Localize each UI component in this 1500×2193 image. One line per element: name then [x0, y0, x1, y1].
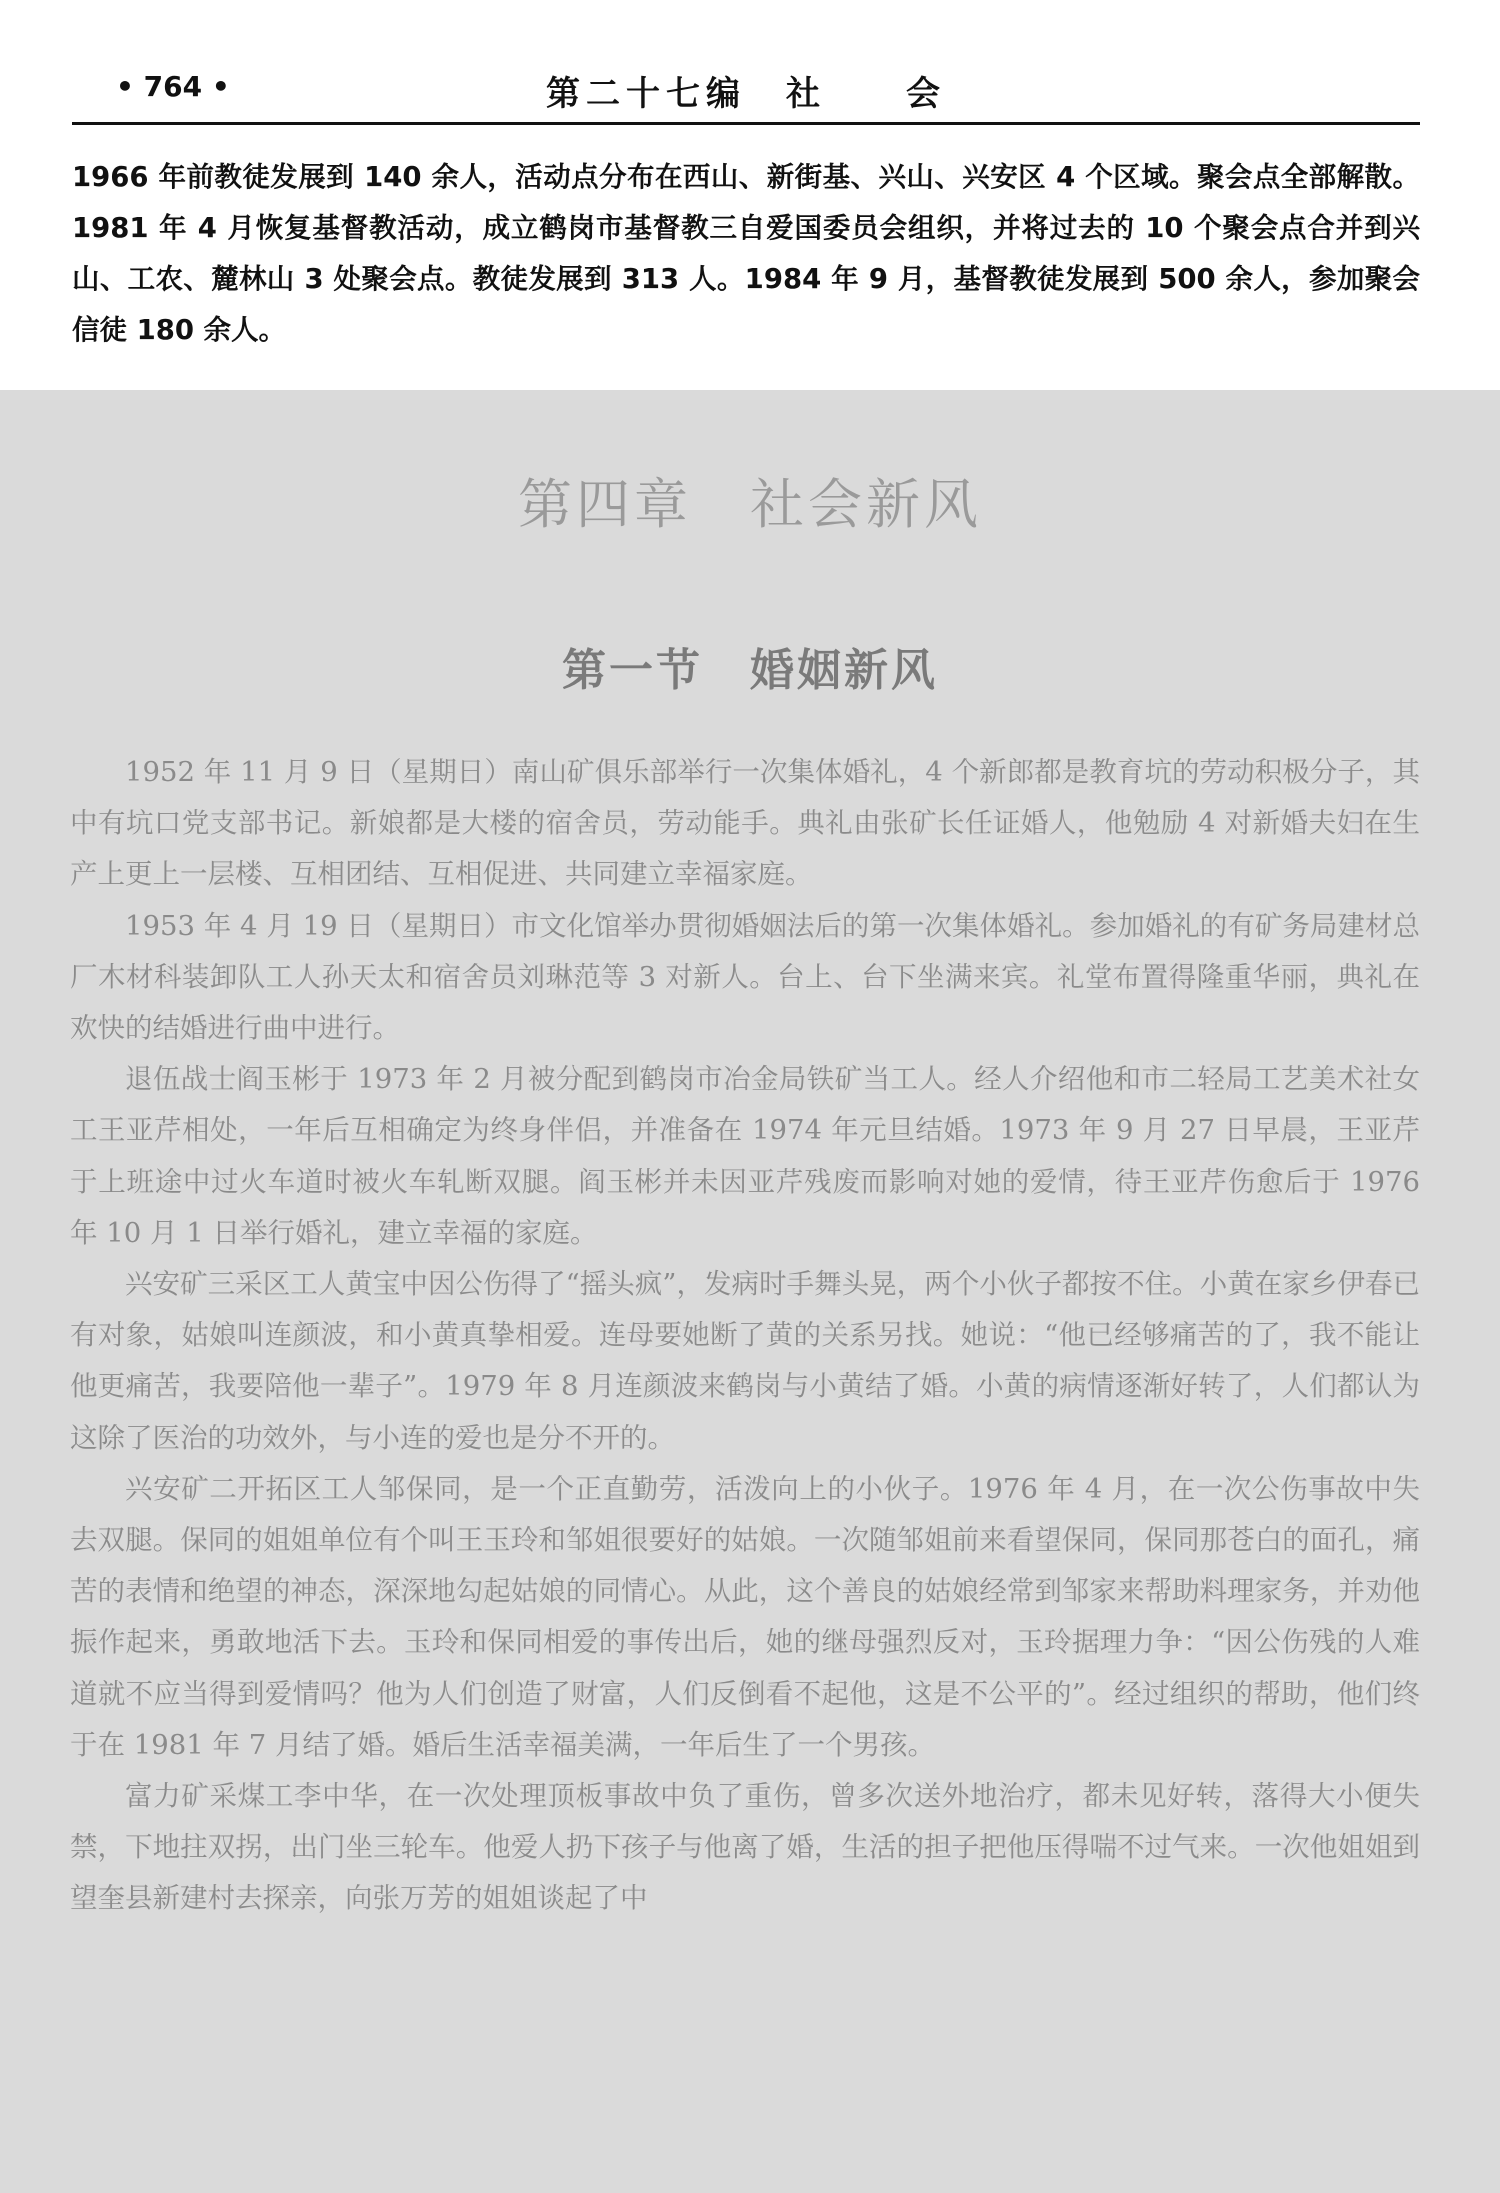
body-text [70, 747, 1420, 1925]
paragraph: 兴安矿三采区工人黄宝中因公伤得了“摇头疯”，发病时手舞头晃，两个小伙子都按不住。小黄在家乡伊春已有对象，姑娘叫连颜波，和小黄真挚相爱。连母要她断了黄的关系另找。她说：“他已经够痛苦的了，我不能让他更痛苦，我要陪他一辈子”。1979 年 8 月连颜波来鹤岗与小黄结了婚。小黄的病情逐渐好转了，人们都认为这除了医治的功效外，与小连的爱也是分不开的。 [70, 1268, 1420, 1454]
page-number: • 764 • [116, 70, 230, 103]
paragraph: 1953 年 4 月 19 日（星期日）市文化馆举办贯彻婚姻法后的第一次集体婚礼。参加婚礼的有矿务局建材总厂木材科装卸队工人孙天太和宿舍员刘琳范等 3 对新人。台上、台下坐满来宾。礼堂布置得隆重华丽，典礼在欢快的结婚进行曲中进行。 [70, 909, 1420, 1045]
paragraph: 富力矿采煤工李中华，在一次处理顶板事故中负了重伤，曾多次送外地治疗，都未见好转，落得大小便失禁，下地拄双拐，出门坐三轮车。他爱人扔下孩子与他离了婚，生活的担子把他压得喘不过气来。一次他姐姐到望奎县新建村去探亲，向张万芳的姐姐谈起了中 [70, 1780, 1420, 1915]
paragraph: 1952 年 11 月 9 日（星期日）南山矿俱乐部举行一次集体婚礼，4 个新郎都是教育坑的劳动积极分子，其中有坑口党支部书记。新娘都是大楼的宿舍员，劳动能手。典礼由张矿长任证婚人，他勉励 4 对新婚夫妇在生产上更上一层楼、互相团结、互相促进、共同建立幸福家庭。 [70, 756, 1420, 891]
header-rule [72, 122, 1420, 125]
page-header [72, 62, 1420, 126]
top-section [72, 152, 1420, 356]
running-head: 第二十七编 社 会 [546, 74, 946, 114]
section-title: 第一节 婚姻新风 [562, 645, 938, 696]
top-paragraph: 1966 年前教徒发展到 140 余人，活动点分布在西山、新街基、兴山、兴安区 4 个区域。聚会点全部解散。1981 年 4 月恢复基督教活动，成立鹤岗市基督教三自爱国委员会组织，并将过去的 10 个聚会点合并到兴山、工农、麓林山 3 处聚会点。教徒发展到 313 人。1984 年 9 月，基督教徒发展到 500 余人，参加聚会信徒 180 余人。 [72, 161, 1420, 346]
paragraph: 退伍战士阎玉彬于 1973 年 2 月被分配到鹤岗市冶金局铁矿当工人。经人介绍他和市二轻局工艺美术社女工王亚芹相处，一年后互相确定为终身伴侣，并准备在 1974 年元旦结婚。1973 年 9 月 27 日早晨，王亚芹于上班途中过火车道时被火车轧断双腿。阎玉彬并未因亚芹残废而影响对她的爱情，待王亚芹伤愈后于 1976 年 10 月 1 日举行婚礼，建立幸福的家庭。 [70, 1063, 1420, 1249]
paragraph: 兴安矿二开拓区工人邹保同，是一个正直勤劳，活泼向上的小伙子。1976 年 4 月，在一次公伤事故中失去双腿。保同的姐姐单位有个叫王玉玲和邹姐很要好的姑娘。一次随邹姐前来看望保同，保同那苍白的面孔，痛苦的表情和绝望的神态，深深地勾起姑娘的同情心。从此，这个善良的姑娘经常到邹家来帮助料理家务，并劝他振作起来，勇敢地活下去。玉玲和保同相爱的事传出后，她的继母强烈反对，玉玲据理力争：“因公伤残的人难道就不应当得到爱情吗？他为人们创造了财富，人们反倒看不起他，这是不公平的”。经过组织的帮助，他们终于在 1981 年 7 月结了婚。婚后生活幸福美满，一年后生了一个男孩。 [70, 1472, 1420, 1761]
chapter-title: 第四章 社会新风 [518, 473, 982, 536]
